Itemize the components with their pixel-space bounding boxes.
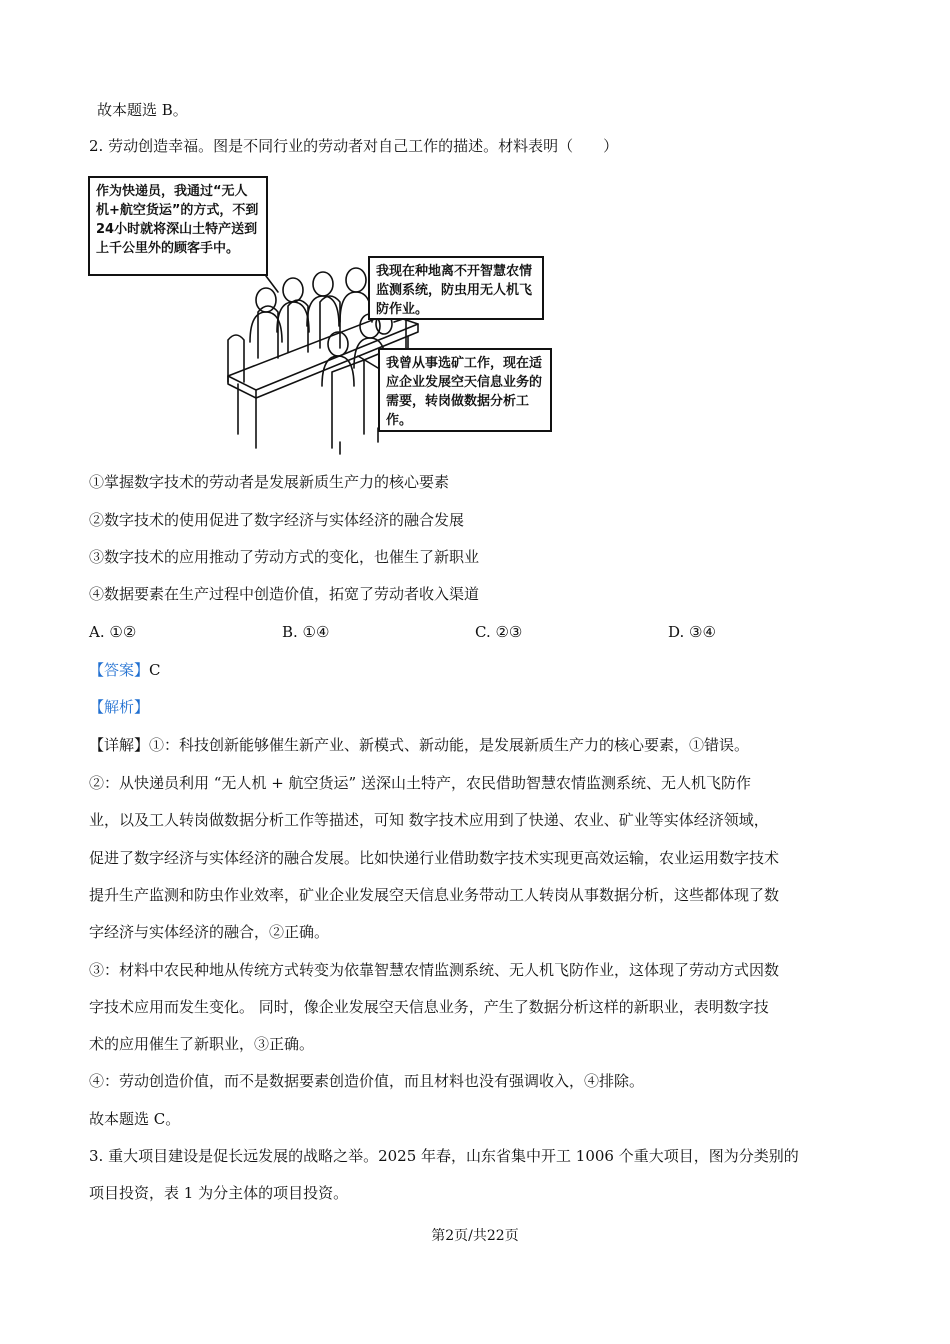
statement-4: ④数据要素在生产过程中创造价值，拓宽了劳动者收入渠道 bbox=[89, 585, 480, 603]
prev-conclusion: 故本题选 B。 bbox=[97, 101, 188, 119]
detail-tag: 【详解】 bbox=[89, 736, 150, 754]
workers-illustration bbox=[88, 172, 558, 456]
question-3-line-2: 项目投资，表 1 为分主体的项目投资。 bbox=[89, 1184, 349, 1202]
answer-line bbox=[89, 660, 161, 680]
option-b: B. ①④ bbox=[282, 623, 330, 641]
option-a: A. ①② bbox=[89, 623, 137, 641]
explanation-line-2: ②：从快递员利用 “无人机 + 航空货运” 送深山土特产，农民借助智慧农情监测系统、无人机飞防作 bbox=[89, 774, 751, 792]
statement-1: ①掌握数字技术的劳动者是发展新质生产力的核心要素 bbox=[89, 473, 450, 491]
explanation-line-4: 促进了数字经济与实体经济的融合发展。比如快递行业借助数字技术实现更高效运输，农业运用数字技术 bbox=[89, 849, 780, 867]
page-footer: 第2页/共22页 bbox=[431, 1228, 519, 1244]
option-d: D. ③④ bbox=[668, 623, 716, 641]
explanation-text-1: ①：科技创新能够催生新产业、新模式、新动能，是发展新质生产力的核心要素，①错误。 bbox=[149, 736, 750, 754]
option-c: C. ②③ bbox=[475, 623, 523, 641]
explanation-line-10: ④：劳动创造价值，而不是数据要素创造价值，而且材料也没有强调收入，④排除。 bbox=[89, 1072, 645, 1090]
question-3-line-1: 3. 重大项目建设是促长远发展的战略之举。2025 年春，山东省集中开工 1006 个重大项目，图为分类别的 bbox=[89, 1147, 799, 1165]
explanation-line-6: 字经济与实体经济的融合，②正确。 bbox=[89, 923, 330, 941]
statement-2: ②数字技术的使用促进了数字经济与实体经济的融合发展 bbox=[89, 511, 465, 529]
explanation-line-3: 业，以及工人转岗做数据分析工作等描述，可知 数字技术应用到了快递、农业、矿业等实体经济领域， bbox=[89, 811, 769, 829]
statement-3: ③数字技术的应用推动了劳动方式的变化，也催生了新职业 bbox=[89, 548, 480, 566]
courier-speech-bubble: 作为快递员，我通过“无人机+航空货运”的方式，不到24小时就将深山土特产送到上千公里外的顾客手中。 bbox=[88, 176, 268, 276]
explanation-line-1 bbox=[89, 735, 749, 755]
explanation-line-5: 提升生产监测和防虫作业效率，矿业企业发展空天信息业务带动工人转岗从事数据分析，这些都体现了数 bbox=[89, 886, 780, 904]
explanation-line-9: 术的应用催生了新职业，③正确。 bbox=[89, 1035, 315, 1053]
explanation-line-7: ③：材料中农民种地从传统方式转变为依靠智慧农情监测系统、无人机飞防作业，这体现了劳动方式因数 bbox=[89, 961, 780, 979]
answer-value: C bbox=[149, 661, 161, 679]
farmer-speech-bubble: 我现在种地离不开智慧农情监测系统，防虫用无人机飞防作业。 bbox=[368, 256, 544, 320]
explanation-line-8: 字技术应用而发生变化。 同时，像企业发展空天信息业务，产生了数据分析这样的新职业，表明数字技 bbox=[89, 998, 769, 1016]
analysis-tag: 【解析】 bbox=[89, 698, 150, 716]
miner-speech-bubble: 我曾从事选矿工作，现在适应企业发展空天信息业务的需要，转岗做数据分析工作。 bbox=[378, 348, 552, 432]
question-2-stem: 2. 劳动创造幸福。图是不同行业的劳动者对自己工作的描述。材料表明（ ） bbox=[89, 137, 619, 155]
answer-tag: 【答案】 bbox=[89, 661, 150, 679]
question-2-conclusion: 故本题选 C。 bbox=[89, 1110, 181, 1128]
